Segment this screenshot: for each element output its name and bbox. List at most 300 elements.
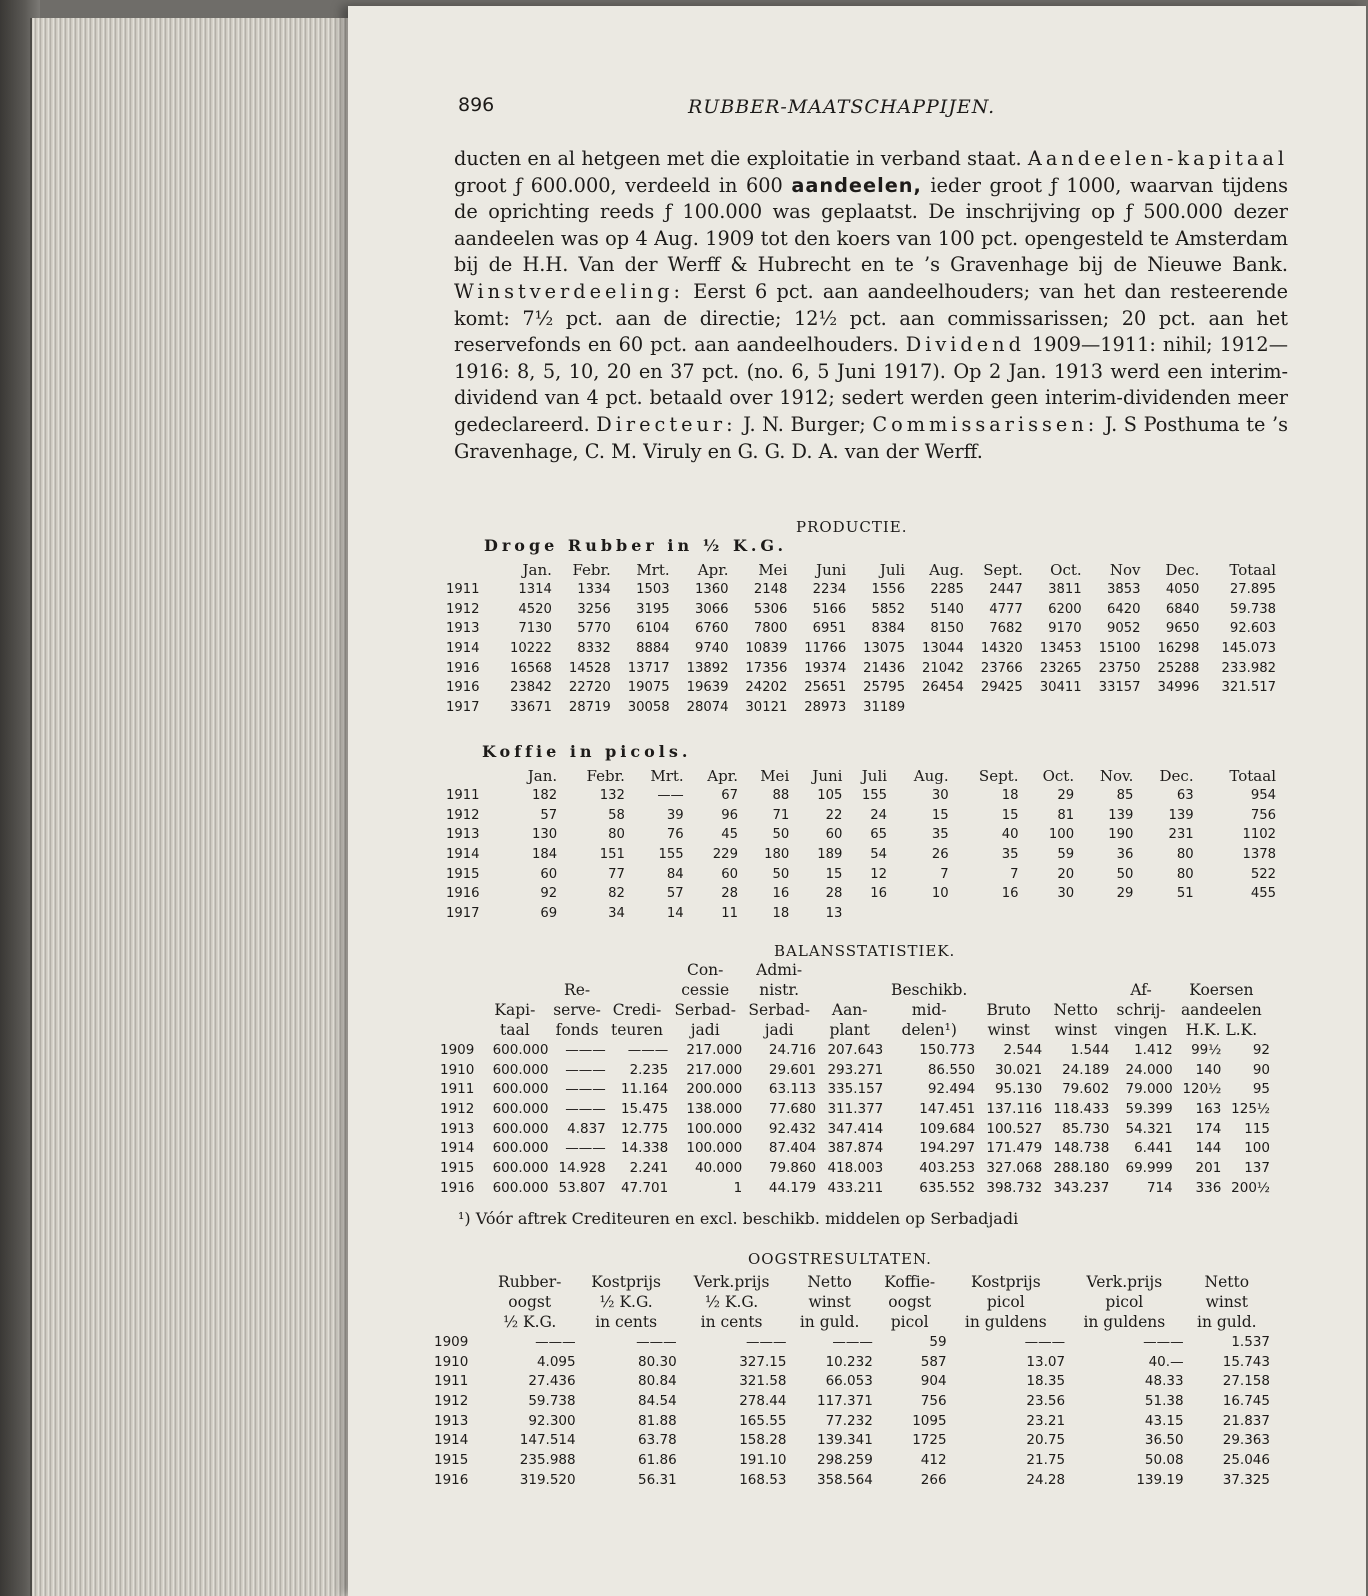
column-header: Juni <box>812 766 843 785</box>
table-cell: 13892 <box>686 660 729 676</box>
table-cell: 76 <box>666 827 684 843</box>
table-cell: 69 <box>540 906 558 922</box>
table-cell <box>1199 698 1276 718</box>
column-header: Apr. <box>707 766 738 785</box>
table-cell: ——— <box>565 1100 606 1117</box>
table-cell: 27.895 <box>1229 582 1276 598</box>
table-cell: 231 <box>1168 827 1194 843</box>
table-cell: 403.253 <box>919 1159 976 1176</box>
book-page <box>348 6 1366 1596</box>
balans-title: BALANSSTATISTIEK. <box>774 942 956 960</box>
table-cell: 40.000 <box>694 1159 743 1176</box>
table-cell: 26454 <box>922 680 964 696</box>
table-cell: 336 <box>1195 1179 1222 1196</box>
table-cell: 58 <box>608 807 625 823</box>
table-cell: 26 <box>931 847 949 863</box>
year-cell: 1912 <box>446 601 480 617</box>
table-cell: 600.000 <box>492 1140 549 1157</box>
table-cell: 61.86 <box>638 1451 677 1468</box>
table-cell: 25.046 <box>1222 1451 1270 1468</box>
table-cell: —— <box>657 788 684 804</box>
table-cell: 148.738 <box>1053 1140 1110 1157</box>
table-cell: ——— <box>745 1333 787 1350</box>
table-cell: 15 <box>1001 807 1019 823</box>
rubber-table-label: Droge Rubber in ½ K.G. <box>484 536 788 555</box>
table-row <box>446 678 1276 698</box>
column-header: Mei <box>760 766 790 785</box>
table-row <box>440 1158 1270 1178</box>
column-header: Re- serve- fonds <box>553 981 601 1039</box>
table-cell: 155 <box>658 847 684 863</box>
table-cell: ——— <box>535 1333 576 1350</box>
column-header: Beschikb. mid- delen¹) <box>890 981 968 1039</box>
table-cell: 30121 <box>745 700 788 716</box>
table-cell: 163 <box>1195 1100 1222 1117</box>
table-cell: 358.564 <box>816 1471 873 1488</box>
table-cell: 28 <box>721 886 738 902</box>
table-cell: 21042 <box>922 660 964 676</box>
table-cell: 100.527 <box>986 1120 1043 1137</box>
table-cell: 6951 <box>812 621 847 637</box>
table-cell: 40 <box>1001 827 1019 843</box>
column-header: Juli <box>861 766 888 785</box>
table-cell: 59.738 <box>1229 601 1276 617</box>
table-cell: 139 <box>1168 807 1194 823</box>
year-cell: 1911 <box>434 1373 469 1390</box>
table-cell: 18 <box>772 906 790 922</box>
table-cell: 109.684 <box>919 1120 976 1137</box>
year-cell: 1910 <box>434 1353 469 1370</box>
column-header: Kostprijs ½ K.G. in cents <box>591 1273 661 1331</box>
table-cell: 147.451 <box>919 1100 976 1117</box>
column-header: Totaal <box>1229 766 1276 785</box>
table-cell: 16 <box>870 886 888 902</box>
table-cell: ——— <box>636 1333 677 1350</box>
table-cell: 65 <box>870 827 888 843</box>
table-cell: 6420 <box>1106 601 1141 617</box>
table-cell: 587 <box>920 1353 947 1370</box>
table-cell: 59.399 <box>1125 1100 1173 1117</box>
table-cell: 139 <box>1108 807 1134 823</box>
table-cell: 30 <box>931 788 949 804</box>
table-cell: ——— <box>832 1333 873 1350</box>
year-cell: 1911 <box>446 582 480 598</box>
table-cell: 311.377 <box>827 1100 884 1117</box>
column-header: Febr. <box>586 766 625 785</box>
table-cell: 327.068 <box>986 1159 1043 1176</box>
page-number: 896 <box>458 94 495 116</box>
table-cell: ——— <box>627 1041 669 1058</box>
harvest-results-table <box>434 1272 1270 1490</box>
table-cell <box>842 904 887 924</box>
table-cell: 17356 <box>745 660 788 676</box>
table-cell: 30.021 <box>994 1061 1043 1078</box>
text-run: Eerst 6 pct. aan aandeelhouders; van het dan resteerende komt: 7½ pct. aan de directie; 12½ pct. aan commissarissen; 20 pct. aan het reservefonds en 60 pct. aan aandeelhouders. <box>454 279 1288 357</box>
table-cell: 29.363 <box>1222 1432 1270 1449</box>
table-cell: 8884 <box>636 641 670 657</box>
table-cell: 140 <box>1195 1061 1222 1078</box>
table-cell: 9170 <box>1048 621 1082 637</box>
table-cell: 59 <box>1057 847 1075 863</box>
table-row <box>440 1060 1270 1080</box>
table-cell: 321.58 <box>739 1373 787 1390</box>
column-header: Totaal <box>1229 560 1276 579</box>
table-row <box>434 1391 1270 1411</box>
column-header: Netto winst <box>1053 1001 1099 1039</box>
table-cell: 100 <box>1244 1140 1270 1157</box>
table-cell: 59 <box>929 1333 947 1350</box>
table-row <box>446 845 1276 865</box>
table-cell: 954 <box>1250 788 1276 804</box>
table-cell: 21.837 <box>1222 1412 1270 1429</box>
table-cell: 3066 <box>694 601 729 617</box>
column-header: Kapi- taal <box>494 1001 536 1039</box>
table-cell: 137 <box>1244 1159 1270 1176</box>
table-cell: 56.31 <box>638 1471 677 1488</box>
table-cell: 14528 <box>568 660 611 676</box>
column-header: Netto winst in guld. <box>1197 1273 1257 1331</box>
table-cell: 87.404 <box>768 1140 817 1157</box>
table-cell: 3811 <box>1048 582 1082 598</box>
table-cell: 88 <box>772 788 790 804</box>
table-cell: 100 <box>1048 827 1075 843</box>
table-cell: 191.10 <box>739 1451 787 1468</box>
table-cell: 100.000 <box>686 1120 743 1137</box>
table-cell: ——— <box>565 1061 606 1078</box>
table-row <box>446 658 1276 678</box>
table-cell: 139.19 <box>1136 1471 1184 1488</box>
table-cell: 174 <box>1195 1120 1222 1137</box>
table-cell: 144 <box>1195 1140 1222 1157</box>
table-cell: 6200 <box>1048 601 1082 617</box>
table-cell: 635.552 <box>919 1179 976 1196</box>
table-cell: 43.15 <box>1144 1412 1184 1429</box>
table-cell: 1556 <box>871 582 906 598</box>
column-header: Kostprijs picol in guldens <box>964 1273 1047 1331</box>
year-cell: 1917 <box>446 906 480 922</box>
table-cell: 29.601 <box>768 1061 817 1078</box>
table-cell: 92.603 <box>1229 621 1276 637</box>
table-cell: 63.78 <box>638 1432 677 1449</box>
table-cell: 2285 <box>930 582 964 598</box>
column-header: Febr. <box>572 560 611 579</box>
table-cell: 200.000 <box>686 1081 743 1098</box>
column-header: Mei <box>758 560 788 579</box>
table-cell: 22720 <box>568 680 611 696</box>
header-row <box>446 560 1276 580</box>
year-cell: 1916 <box>446 660 480 676</box>
table-cell: 28719 <box>568 700 611 716</box>
table-cell: 13453 <box>1039 641 1082 657</box>
table-cell: 2.235 <box>629 1061 669 1078</box>
table-cell: 600.000 <box>492 1159 549 1176</box>
year-cell: 1913 <box>434 1412 469 1429</box>
table-cell <box>1018 904 1074 924</box>
table-cell: 23842 <box>509 680 552 696</box>
table-cell: 184 <box>531 847 558 863</box>
table-row <box>434 1352 1270 1372</box>
table-cell: 35 <box>1001 847 1019 863</box>
table-cell: 69.999 <box>1125 1159 1173 1176</box>
balance-statistics-table <box>440 960 1270 1198</box>
table-cell: 24.000 <box>1125 1061 1173 1078</box>
table-cell: 433.211 <box>827 1179 884 1196</box>
table-cell: 387.874 <box>827 1140 884 1157</box>
table-cell <box>1194 904 1276 924</box>
table-cell: 6104 <box>636 621 670 637</box>
table-cell: 522 <box>1250 866 1276 882</box>
table-cell: 2.241 <box>629 1159 669 1176</box>
table-cell: 21436 <box>863 660 906 676</box>
table-cell: 67 <box>721 788 738 804</box>
column-header: Jan. <box>522 560 552 579</box>
table-cell: 84 <box>666 866 684 882</box>
table-cell: 90 <box>1252 1061 1270 1078</box>
table-cell: 99½ <box>1191 1041 1222 1058</box>
table-cell <box>1074 904 1133 924</box>
table-cell: 40.— <box>1148 1353 1184 1370</box>
table-cell: 23766 <box>980 660 1023 676</box>
table-cell: 13 <box>825 906 843 922</box>
table-cell: 14 <box>666 906 684 922</box>
table-cell: 1503 <box>636 582 670 598</box>
table-cell: 1314 <box>518 582 552 598</box>
table-cell: 1360 <box>694 582 729 598</box>
year-cell: 1910 <box>440 1061 475 1078</box>
column-header: Rubber- oogst ½ K.G. <box>498 1273 562 1331</box>
table-cell: 30411 <box>1039 680 1082 696</box>
table-cell: 29 <box>1116 886 1134 902</box>
table-cell: 7800 <box>753 621 788 637</box>
year-cell: 1916 <box>446 886 480 902</box>
table-cell: 81.88 <box>638 1412 677 1429</box>
table-row <box>446 884 1276 904</box>
text-run: ducten en al hetgeen met die exploitatie in verband staat. <box>454 147 1028 170</box>
table-cell: 27.158 <box>1222 1373 1270 1390</box>
column-header <box>446 766 505 786</box>
table-cell: 39 <box>666 807 684 823</box>
column-header <box>440 960 481 1040</box>
table-row <box>434 1371 1270 1391</box>
table-cell: 79.602 <box>1062 1081 1110 1098</box>
table-cell: 50.08 <box>1144 1451 1184 1468</box>
table-cell: 1 <box>733 1179 743 1196</box>
year-cell: 1916 <box>446 680 480 696</box>
table-cell: 19075 <box>627 680 670 696</box>
table-cell: 298.259 <box>816 1451 873 1468</box>
table-cell: 130 <box>531 827 558 843</box>
table-cell: 23.56 <box>1026 1392 1066 1409</box>
column-header: Con- cessie Serbad- jadi <box>674 961 736 1039</box>
year-cell: 1913 <box>446 827 480 843</box>
table-cell: 50 <box>1116 866 1134 882</box>
column-header: Aug. <box>929 560 964 579</box>
year-cell: 1912 <box>446 807 480 823</box>
table-cell: 27.436 <box>528 1373 576 1390</box>
table-cell: 16568 <box>509 660 552 676</box>
table-cell: 37.325 <box>1222 1471 1270 1488</box>
koffie-table-label: Koffie in picols. <box>482 742 692 761</box>
table-cell: 92.300 <box>528 1412 576 1429</box>
table-cell: 80 <box>1176 866 1194 882</box>
table-cell: 11 <box>721 906 738 922</box>
table-cell: 57 <box>540 807 558 823</box>
table-cell: 15 <box>931 807 949 823</box>
table-cell: 8332 <box>577 641 611 657</box>
table-cell: 217.000 <box>686 1061 743 1078</box>
year-cell: 1914 <box>446 847 480 863</box>
table-cell: 105 <box>817 788 843 804</box>
table-cell: 77.232 <box>825 1412 873 1429</box>
table-row <box>446 904 1276 924</box>
table-row <box>440 1178 1270 1198</box>
table-row <box>446 619 1276 639</box>
table-cell: 9650 <box>1165 621 1200 637</box>
table-cell: 77.680 <box>768 1100 817 1117</box>
column-header: Juli <box>879 560 906 579</box>
table-cell: 14.338 <box>620 1140 669 1157</box>
table-row <box>434 1332 1270 1352</box>
column-header: Oct. <box>1042 766 1075 785</box>
table-cell: 57 <box>666 886 684 902</box>
table-cell: ——— <box>1024 1333 1066 1350</box>
year-cell: 1914 <box>434 1432 469 1449</box>
table-cell: 60 <box>540 866 558 882</box>
column-header: Admi- nistr. Serbad- jadi <box>748 961 810 1039</box>
table-cell: 92.494 <box>927 1081 976 1098</box>
table-cell: 288.180 <box>1053 1159 1110 1176</box>
spaced-heading: Directeur: <box>596 412 737 436</box>
table-cell: 84.54 <box>638 1392 677 1409</box>
text-run: groot ƒ 600.000, verdeeld in 600 <box>454 173 792 197</box>
table-cell: 20.75 <box>1026 1432 1066 1449</box>
column-header: Verk.prijs ½ K.G. in cents <box>693 1273 770 1331</box>
table-cell: 96 <box>721 807 738 823</box>
table-cell: 235.988 <box>519 1451 576 1468</box>
table-cell: 19639 <box>686 680 729 696</box>
rubber-production-table <box>446 560 1276 718</box>
table-cell: 63.113 <box>768 1081 817 1098</box>
table-cell: 7130 <box>518 621 552 637</box>
table-cell <box>1141 698 1200 718</box>
table-cell <box>887 904 949 924</box>
table-row <box>434 1430 1270 1450</box>
table-cell: 30 <box>1057 886 1075 902</box>
table-cell: 9740 <box>694 641 729 657</box>
table-cell: 95.130 <box>994 1081 1043 1098</box>
table-cell: 327.15 <box>739 1353 787 1370</box>
table-cell: 165.55 <box>739 1412 787 1429</box>
table-cell: 418.003 <box>827 1159 884 1176</box>
header-row <box>434 1272 1270 1332</box>
table-row <box>440 1138 1270 1158</box>
table-cell: 28973 <box>804 700 847 716</box>
table-cell: 2234 <box>812 582 847 598</box>
table-cell: 1095 <box>912 1412 947 1429</box>
year-cell: 1912 <box>434 1392 469 1409</box>
table-cell: 44.179 <box>768 1179 817 1196</box>
table-cell: 5140 <box>930 601 964 617</box>
year-cell: 1913 <box>446 621 480 637</box>
table-row <box>446 805 1276 825</box>
table-cell: 600.000 <box>492 1041 549 1058</box>
table-cell: 8384 <box>871 621 906 637</box>
table-row <box>446 599 1276 619</box>
table-cell: 14320 <box>980 641 1023 657</box>
table-cell: 15.743 <box>1222 1353 1270 1370</box>
table-cell: 194.297 <box>919 1140 976 1157</box>
table-row <box>440 1079 1270 1099</box>
table-cell: 53.807 <box>558 1179 606 1196</box>
table-cell: 28074 <box>686 700 729 716</box>
table-cell: 5166 <box>812 601 847 617</box>
table-cell: 12.775 <box>620 1120 669 1137</box>
table-cell: 86.550 <box>927 1061 976 1078</box>
table-cell: 22 <box>825 807 843 823</box>
column-header: Koersen aandeelen H.K. L.K. <box>1180 981 1262 1039</box>
table-cell: 33157 <box>1098 680 1141 696</box>
table-cell: 24 <box>870 807 888 823</box>
year-cell: 1911 <box>446 788 480 804</box>
table-cell: 120½ <box>1182 1081 1222 1098</box>
table-cell: 132 <box>599 788 625 804</box>
table-cell: 145.073 <box>1221 641 1276 657</box>
table-cell: 92 <box>1252 1041 1270 1058</box>
table-cell: 1102 <box>1242 827 1276 843</box>
table-cell: 600.000 <box>492 1100 549 1117</box>
table-cell: 343.237 <box>1053 1179 1110 1196</box>
table-cell: 11.164 <box>620 1081 669 1098</box>
spaced-heading: Commissarissen: <box>872 412 1099 436</box>
year-cell: 1916 <box>440 1179 475 1196</box>
table-cell: 115 <box>1244 1120 1270 1137</box>
table-cell: 50 <box>772 866 790 882</box>
running-title: RUBBER-MAATSCHAPPIJEN. <box>688 96 996 118</box>
table-cell: 147.514 <box>519 1432 576 1449</box>
table-cell: 47.701 <box>620 1179 669 1196</box>
table-row <box>446 580 1276 600</box>
table-cell: 155 <box>861 788 888 804</box>
table-cell: 54 <box>870 847 888 863</box>
year-cell: 1909 <box>434 1333 469 1350</box>
column-header <box>446 560 493 580</box>
table-cell: 904 <box>920 1373 947 1390</box>
table-cell: 6760 <box>694 621 729 637</box>
column-header: Verk.prijs picol in guldens <box>1083 1273 1166 1331</box>
table-cell: 13075 <box>863 641 906 657</box>
table-row <box>434 1411 1270 1431</box>
year-cell: 1915 <box>446 866 480 882</box>
table-cell <box>949 904 1019 924</box>
table-cell: 95 <box>1252 1081 1270 1098</box>
company-description <box>454 146 1288 465</box>
table-cell: 23750 <box>1098 660 1141 676</box>
table-cell: 12 <box>870 866 888 882</box>
table-cell: 756 <box>1250 807 1276 823</box>
table-cell: 10839 <box>745 641 788 657</box>
footnote: ¹) Vóór aftrek Crediteuren en excl. beschikb. middelen op Serbadjadi <box>458 1209 1019 1228</box>
table-cell: 139.341 <box>816 1432 873 1449</box>
year-cell: 1914 <box>446 641 480 657</box>
coffee-production-table <box>446 766 1276 924</box>
table-cell: 151 <box>599 847 625 863</box>
table-cell: 1334 <box>577 582 611 598</box>
table-row <box>446 698 1276 718</box>
oogst-title: OOGSTRESULTATEN. <box>748 1250 932 1268</box>
table-cell <box>1133 904 1193 924</box>
table-cell: 80 <box>608 827 625 843</box>
year-cell: 1915 <box>434 1451 469 1468</box>
